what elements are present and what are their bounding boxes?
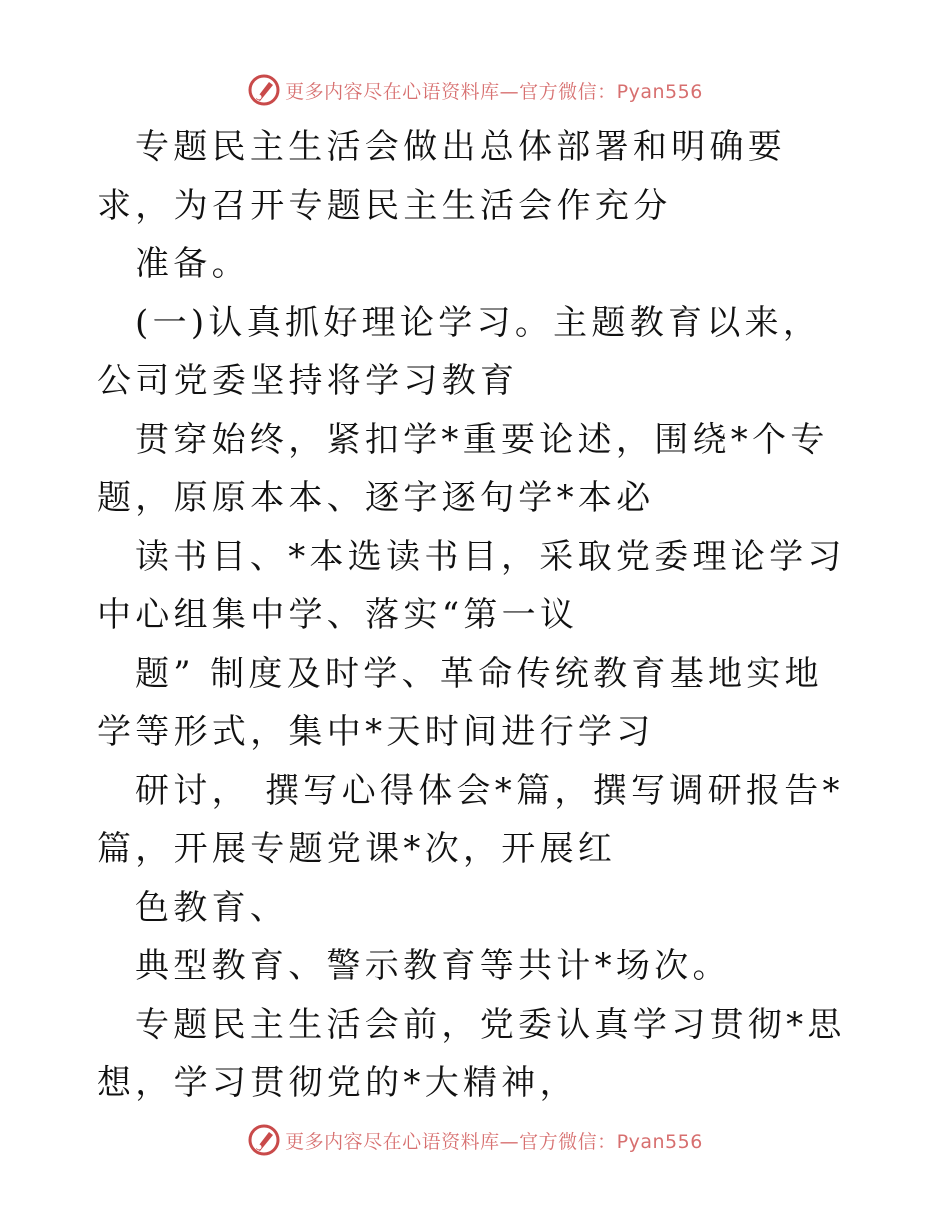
watermark-text: 更多内容尽在心语资料库—官方微信：Pyan556 xyxy=(285,80,703,103)
paragraph: (一)认真抓好理论学习。主题教育以来，公司党委坚持将学习教育 xyxy=(97,302,822,401)
paragraph: 题” 制度及时学、革命传统教育基地实地学等形式，集中*天时间进行学习 xyxy=(97,653,823,752)
paragraph: 贯穿始终，紧扣学*重要论述，围绕*个专题，原原本本、逐字逐句学*本必 xyxy=(97,419,829,518)
paragraph: 典型教育、警示教育等共计*场次。 xyxy=(135,946,731,986)
pen-logo-icon xyxy=(247,73,281,107)
watermark-footer xyxy=(0,1120,950,1160)
paragraph: 色教育、 xyxy=(135,887,289,928)
paragraph: 专题民主生活会做出总体部署和明确要求，为召开专题民主生活会作充分 xyxy=(97,127,787,226)
watermark-text: 更多内容尽在心语资料库—官方微信：Pyan556 xyxy=(285,1130,703,1153)
document-body xyxy=(97,118,857,1113)
paragraph: 专题民主生活会前，党委认真学习贯彻*思想，学习贯彻党的*大精神， xyxy=(97,1004,846,1103)
paragraph: 研讨， 撰写心得体会*篇，撰写调研报告*篇，开展专题党课*次，开展红 xyxy=(97,770,844,869)
paragraph: 读书目、*本选读书目，采取党委理论学习中心组集中学、落实“第一议 xyxy=(97,536,846,635)
pen-logo-icon xyxy=(247,1123,281,1157)
watermark-header xyxy=(0,70,950,110)
paragraph: 准备。 xyxy=(135,244,250,284)
